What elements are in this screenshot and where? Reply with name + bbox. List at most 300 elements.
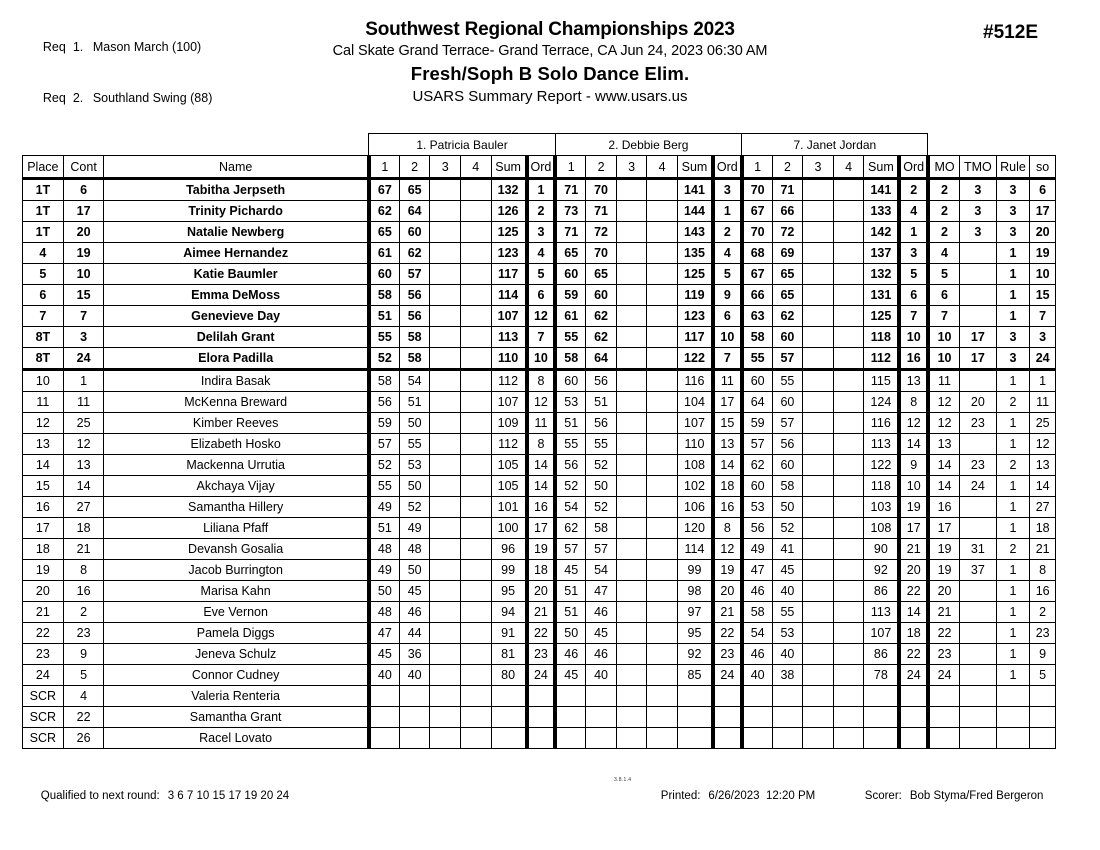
col-header-judge2-dance3: 3 <box>616 156 647 179</box>
cell-name: Genevieve Day <box>104 306 369 327</box>
cell-judge3-sum: 142 <box>864 222 900 243</box>
cell-judge2-dance4 <box>647 539 678 560</box>
col-header-judge2-dance4: 4 <box>647 156 678 179</box>
cell-judge1-ord: 11 <box>527 413 556 434</box>
cell-name: Delilah Grant <box>104 327 369 348</box>
cell-mo: 22 <box>928 623 960 644</box>
cell-judge1-dance3 <box>430 434 461 455</box>
cell-judge2-dance3 <box>616 686 647 707</box>
cell-rule <box>996 707 1030 728</box>
cell-judge1-ord: 16 <box>527 497 556 518</box>
cell-judge1-dance4 <box>460 455 491 476</box>
cell-judge1-dance4 <box>460 264 491 285</box>
cell-judge1-dance3 <box>430 686 461 707</box>
cell-judge2-dance3 <box>616 392 647 413</box>
cell-judge2-dance4 <box>647 644 678 665</box>
scorer-value: Bob Styma/Fred Bergeron <box>909 790 1044 802</box>
cell-so: 21 <box>1030 539 1056 560</box>
cell-judge2-ord: 15 <box>713 413 742 434</box>
cell-rule: 1 <box>996 306 1030 327</box>
cell-place: SCR <box>23 728 64 749</box>
cell-cont: 12 <box>63 434 104 455</box>
column-header-row <box>23 156 1056 179</box>
cell-judge3-sum: 108 <box>864 518 900 539</box>
cell-judge3-dance3 <box>803 285 834 306</box>
cell-judge2-ord: 10 <box>713 327 742 348</box>
cell-judge2-dance4 <box>647 518 678 539</box>
cell-judge2-dance1: 46 <box>555 644 586 665</box>
cell-so: 19 <box>1030 243 1056 264</box>
cell-judge3-dance2: 60 <box>772 392 803 413</box>
cell-judge3-sum: 131 <box>864 285 900 306</box>
cell-judge1-dance4 <box>460 392 491 413</box>
col-header-judge3-ord: Ord <box>899 156 928 179</box>
cell-judge3-dance2: 56 <box>772 434 803 455</box>
cell-place: 8T <box>23 348 64 370</box>
cell-judge2-ord: 19 <box>713 560 742 581</box>
cell-tmo <box>960 370 997 392</box>
cell-judge1-dance4 <box>460 581 491 602</box>
cell-judge1-sum <box>491 728 527 749</box>
cell-so <box>1030 728 1056 749</box>
cell-rule <box>996 728 1030 749</box>
cell-judge2-dance4 <box>647 602 678 623</box>
cell-judge2-sum: 85 <box>677 665 713 686</box>
cell-tmo <box>960 665 997 686</box>
table-row <box>23 707 1056 728</box>
cell-place: 15 <box>23 476 64 497</box>
cell-judge3-dance4 <box>833 348 864 370</box>
cell-so: 9 <box>1030 644 1056 665</box>
cell-judge1-sum <box>491 707 527 728</box>
cell-judge1-dance3 <box>430 665 461 686</box>
cell-judge2-dance3 <box>616 306 647 327</box>
cell-judge1-dance3 <box>430 201 461 222</box>
cell-judge1-dance4 <box>460 434 491 455</box>
cell-judge2-dance1: 71 <box>555 222 586 243</box>
cell-tmo: 23 <box>960 413 997 434</box>
division-title: Fresh/Soph B Solo Dance Elim. <box>410 63 690 84</box>
cell-name: Trinity Pichardo <box>104 201 369 222</box>
cell-judge1-dance2: 64 <box>399 201 430 222</box>
cell-judge2-dance2: 58 <box>586 518 617 539</box>
table-row <box>23 348 1056 370</box>
cell-judge1-dance1: 50 <box>369 581 400 602</box>
cell-name: Racel Lovato <box>104 728 369 749</box>
cell-judge1-ord: 8 <box>527 434 556 455</box>
cell-cont: 17 <box>63 201 104 222</box>
cell-judge2-dance2: 72 <box>586 222 617 243</box>
cell-judge1-sum <box>491 686 527 707</box>
cell-judge3-dance3 <box>803 686 834 707</box>
cell-cont: 15 <box>63 285 104 306</box>
cell-judge3-sum: 92 <box>864 560 900 581</box>
cell-judge1-dance1: 51 <box>369 306 400 327</box>
cell-judge3-dance2: 50 <box>772 497 803 518</box>
cell-judge1-dance2: 36 <box>399 644 430 665</box>
cell-name: McKenna Breward <box>104 392 369 413</box>
cell-mo: 17 <box>928 518 960 539</box>
cell-judge3-sum: 115 <box>864 370 900 392</box>
event-title: Southwest Regional Championships 2023 <box>365 19 735 40</box>
cell-judge2-dance4 <box>647 243 678 264</box>
cell-judge3-ord: 10 <box>899 476 928 497</box>
cell-judge3-dance3 <box>803 518 834 539</box>
table-row <box>23 327 1056 348</box>
cell-place: 19 <box>23 560 64 581</box>
cell-judge2-ord <box>713 728 742 749</box>
cell-mo: 10 <box>928 348 960 370</box>
cell-judge1-dance2: 52 <box>399 497 430 518</box>
cell-judge1-dance2: 44 <box>399 623 430 644</box>
scorer-line <box>852 778 1043 814</box>
cell-judge2-dance1 <box>555 707 586 728</box>
cell-judge3-dance2: 69 <box>772 243 803 264</box>
cell-judge2-dance2: 51 <box>586 392 617 413</box>
cell-judge1-ord: 23 <box>527 644 556 665</box>
col-header-judge1-dance2: 2 <box>399 156 430 179</box>
cell-judge2-dance1: 50 <box>555 623 586 644</box>
col-header-mo: MO <box>928 156 960 179</box>
cell-judge3-dance2: 45 <box>772 560 803 581</box>
cell-judge2-dance1: 61 <box>555 306 586 327</box>
cell-mo <box>928 707 960 728</box>
cell-judge2-dance1: 45 <box>555 560 586 581</box>
cell-mo: 10 <box>928 327 960 348</box>
cell-judge3-dance1: 67 <box>742 201 773 222</box>
cell-judge3-ord: 12 <box>899 413 928 434</box>
cell-judge3-ord: 7 <box>899 306 928 327</box>
cell-judge3-dance1 <box>742 728 773 749</box>
cell-judge3-dance1 <box>742 707 773 728</box>
cell-judge1-dance1: 52 <box>369 348 400 370</box>
qualified-line <box>28 778 289 814</box>
cell-cont: 23 <box>63 623 104 644</box>
table-row <box>23 602 1056 623</box>
cell-name: Kimber Reeves <box>104 413 369 434</box>
cell-cont: 1 <box>63 370 104 392</box>
cell-mo: 13 <box>928 434 960 455</box>
cell-judge1-dance2: 65 <box>399 179 430 201</box>
cell-judge2-dance3 <box>616 728 647 749</box>
cell-place: 1T <box>23 201 64 222</box>
cell-judge1-dance2 <box>399 707 430 728</box>
cell-judge3-ord: 22 <box>899 581 928 602</box>
cell-rule: 1 <box>996 413 1030 434</box>
cell-so: 17 <box>1030 201 1056 222</box>
cell-judge1-dance2: 57 <box>399 264 430 285</box>
cell-place: 13 <box>23 434 64 455</box>
cell-judge1-dance1: 48 <box>369 602 400 623</box>
col-header-judge1-sum: Sum <box>491 156 527 179</box>
cell-judge1-ord <box>527 707 556 728</box>
cell-judge3-dance4 <box>833 392 864 413</box>
cell-name: Connor Cudney <box>104 665 369 686</box>
cell-tmo <box>960 707 997 728</box>
cell-rule: 1 <box>996 285 1030 306</box>
cell-judge3-dance2: 58 <box>772 476 803 497</box>
cell-tmo: 17 <box>960 348 997 370</box>
cell-judge2-ord: 13 <box>713 434 742 455</box>
cell-judge1-ord: 21 <box>527 602 556 623</box>
cell-judge2-dance2: 52 <box>586 455 617 476</box>
cell-place: 20 <box>23 581 64 602</box>
cell-cont: 19 <box>63 243 104 264</box>
cell-judge1-dance1 <box>369 707 400 728</box>
cell-tmo <box>960 306 997 327</box>
cell-judge1-ord: 19 <box>527 539 556 560</box>
cell-judge1-sum: 80 <box>491 665 527 686</box>
cell-judge3-dance2: 40 <box>772 581 803 602</box>
cell-judge2-dance2: 55 <box>586 434 617 455</box>
cell-judge3-sum: 118 <box>864 327 900 348</box>
cell-judge1-ord: 7 <box>527 327 556 348</box>
cell-judge2-dance2: 56 <box>586 370 617 392</box>
cell-judge3-sum: 137 <box>864 243 900 264</box>
cell-judge1-dance2: 46 <box>399 602 430 623</box>
cell-judge1-dance4 <box>460 179 491 201</box>
cell-so: 3 <box>1030 327 1056 348</box>
cell-judge2-sum <box>677 686 713 707</box>
cell-tmo: 23 <box>960 455 997 476</box>
cell-mo <box>928 728 960 749</box>
cell-judge3-dance3 <box>803 392 834 413</box>
cell-so: 15 <box>1030 285 1056 306</box>
cell-judge1-dance4 <box>460 707 491 728</box>
cell-judge1-dance3 <box>430 728 461 749</box>
cell-judge2-dance3 <box>616 665 647 686</box>
cell-judge1-dance3 <box>430 370 461 392</box>
cell-judge3-dance4 <box>833 497 864 518</box>
cell-judge2-dance2: 60 <box>586 285 617 306</box>
cell-name: Liliana Pfaff <box>104 518 369 539</box>
cell-judge1-dance2 <box>399 728 430 749</box>
cell-rule: 1 <box>996 602 1030 623</box>
cell-mo: 4 <box>928 243 960 264</box>
cell-judge2-dance2: 70 <box>586 179 617 201</box>
cell-judge3-sum <box>864 707 900 728</box>
cell-judge2-dance4 <box>647 348 678 370</box>
cell-judge2-ord: 3 <box>713 179 742 201</box>
cell-rule: 1 <box>996 434 1030 455</box>
cell-judge3-dance2: 71 <box>772 179 803 201</box>
table-row <box>23 201 1056 222</box>
cell-rule: 3 <box>996 222 1030 243</box>
cell-judge2-dance3 <box>616 201 647 222</box>
cell-judge1-sum: 113 <box>491 327 527 348</box>
cell-judge2-ord: 14 <box>713 455 742 476</box>
cell-cont: 3 <box>63 327 104 348</box>
cell-judge1-dance1: 62 <box>369 201 400 222</box>
cell-judge1-sum: 132 <box>491 179 527 201</box>
cell-tmo <box>960 434 997 455</box>
cell-name: Eve Vernon <box>104 602 369 623</box>
cell-cont: 20 <box>63 222 104 243</box>
cell-judge2-ord: 12 <box>713 539 742 560</box>
cell-rule: 1 <box>996 497 1030 518</box>
cell-judge2-dance1: 60 <box>555 264 586 285</box>
cell-judge3-ord: 2 <box>899 179 928 201</box>
cell-judge1-dance2 <box>399 686 430 707</box>
cell-judge2-dance4 <box>647 285 678 306</box>
cell-judge1-dance1: 49 <box>369 560 400 581</box>
cell-judge1-dance4 <box>460 327 491 348</box>
cell-judge1-sum: 101 <box>491 497 527 518</box>
cell-judge1-dance2: 58 <box>399 327 430 348</box>
cell-rule: 1 <box>996 665 1030 686</box>
col-header-judge3-sum: Sum <box>864 156 900 179</box>
cell-rule: 1 <box>996 370 1030 392</box>
cell-judge2-sum: 135 <box>677 243 713 264</box>
cell-judge2-ord: 21 <box>713 602 742 623</box>
cell-judge1-dance2: 50 <box>399 560 430 581</box>
cell-tmo: 3 <box>960 179 997 201</box>
col-header-judge2-sum: Sum <box>677 156 713 179</box>
cell-judge3-sum: 116 <box>864 413 900 434</box>
cell-judge2-sum: 125 <box>677 264 713 285</box>
cell-rule: 3 <box>996 327 1030 348</box>
cell-judge2-dance2: 52 <box>586 497 617 518</box>
cell-judge1-dance3 <box>430 644 461 665</box>
cell-judge1-dance3 <box>430 560 461 581</box>
results-sheet <box>22 133 1056 749</box>
cell-rule: 1 <box>996 623 1030 644</box>
cell-judge1-dance1: 47 <box>369 623 400 644</box>
cell-judge3-dance3 <box>803 264 834 285</box>
cell-judge3-dance4 <box>833 665 864 686</box>
cell-judge1-dance2: 40 <box>399 665 430 686</box>
cell-judge1-dance2: 54 <box>399 370 430 392</box>
cell-cont: 14 <box>63 476 104 497</box>
cell-judge3-dance1: 70 <box>742 222 773 243</box>
cell-judge3-dance1: 68 <box>742 243 773 264</box>
cell-judge2-dance3 <box>616 602 647 623</box>
cell-judge3-dance4 <box>833 306 864 327</box>
cell-judge2-dance2: 57 <box>586 539 617 560</box>
cell-name: Samantha Grant <box>104 707 369 728</box>
cell-judge3-dance3 <box>803 243 834 264</box>
cell-place: 10 <box>23 370 64 392</box>
table-row <box>23 243 1056 264</box>
cell-judge3-sum: 113 <box>864 602 900 623</box>
cell-rule: 3 <box>996 348 1030 370</box>
cell-judge1-dance1: 65 <box>369 222 400 243</box>
cell-mo: 2 <box>928 201 960 222</box>
cell-judge3-dance1: 56 <box>742 518 773 539</box>
cell-judge1-dance2: 60 <box>399 222 430 243</box>
cell-judge3-ord: 10 <box>899 327 928 348</box>
cell-judge2-dance4 <box>647 370 678 392</box>
cell-judge3-dance1: 67 <box>742 264 773 285</box>
cell-judge3-dance4 <box>833 602 864 623</box>
cell-so: 24 <box>1030 348 1056 370</box>
cell-judge3-dance3 <box>803 602 834 623</box>
cell-judge3-dance2: 38 <box>772 665 803 686</box>
cell-place: 17 <box>23 518 64 539</box>
cell-judge2-dance2: 65 <box>586 264 617 285</box>
cell-rule: 1 <box>996 264 1030 285</box>
cell-judge2-sum: 144 <box>677 201 713 222</box>
cell-judge1-sum: 95 <box>491 581 527 602</box>
cell-cont: 27 <box>63 497 104 518</box>
cell-judge1-dance1: 59 <box>369 413 400 434</box>
cell-judge3-dance3 <box>803 665 834 686</box>
cell-judge2-dance1: 73 <box>555 201 586 222</box>
cell-name: Jacob Burrington <box>104 560 369 581</box>
col-header-judge2-dance1: 1 <box>555 156 586 179</box>
cell-judge3-dance1: 49 <box>742 539 773 560</box>
printed-line <box>648 778 815 814</box>
cell-judge2-dance1: 54 <box>555 497 586 518</box>
cell-judge2-dance3 <box>616 539 647 560</box>
cell-judge2-dance2 <box>586 707 617 728</box>
cell-tmo <box>960 497 997 518</box>
cell-judge3-dance4 <box>833 686 864 707</box>
cell-judge3-sum: 118 <box>864 476 900 497</box>
cell-judge2-ord <box>713 686 742 707</box>
table-row <box>23 623 1056 644</box>
cell-place: 5 <box>23 264 64 285</box>
cell-judge1-dance4 <box>460 370 491 392</box>
cell-tmo <box>960 518 997 539</box>
cell-judge3-sum: 122 <box>864 455 900 476</box>
cell-mo: 2 <box>928 179 960 201</box>
requirement-text: Mason March (100) <box>92 40 202 54</box>
cell-judge3-dance2: 41 <box>772 539 803 560</box>
cell-judge3-dance4 <box>833 243 864 264</box>
table-row <box>23 560 1056 581</box>
cell-judge3-dance4 <box>833 476 864 497</box>
cell-judge3-dance2: 57 <box>772 348 803 370</box>
cell-judge3-dance3 <box>803 644 834 665</box>
cell-rule: 1 <box>996 518 1030 539</box>
cell-so <box>1030 707 1056 728</box>
cell-judge3-ord: 5 <box>899 264 928 285</box>
cell-judge3-dance3 <box>803 476 834 497</box>
cell-judge2-dance2: 40 <box>586 665 617 686</box>
cell-judge1-sum: 107 <box>491 306 527 327</box>
cell-tmo: 37 <box>960 560 997 581</box>
cell-mo: 2 <box>928 222 960 243</box>
cell-judge2-sum: 97 <box>677 602 713 623</box>
cell-cont: 22 <box>63 707 104 728</box>
cell-judge3-dance2: 62 <box>772 306 803 327</box>
cell-name: Indira Basak <box>104 370 369 392</box>
cell-judge2-sum: 143 <box>677 222 713 243</box>
cell-judge3-dance3 <box>803 306 834 327</box>
cell-judge2-dance3 <box>616 623 647 644</box>
cell-judge1-dance2: 45 <box>399 581 430 602</box>
cell-judge2-sum: 122 <box>677 348 713 370</box>
cell-judge1-dance3 <box>430 243 461 264</box>
cell-judge1-ord: 14 <box>527 476 556 497</box>
cell-judge2-sum: 99 <box>677 560 713 581</box>
table-row <box>23 370 1056 392</box>
col-header-judge3-dance2: 2 <box>772 156 803 179</box>
cell-judge1-sum: 96 <box>491 539 527 560</box>
table-row <box>23 285 1056 306</box>
requirement-label: Req <box>42 40 66 54</box>
cell-cont: 13 <box>63 455 104 476</box>
col-header-tmo: TMO <box>960 156 997 179</box>
cell-place: 1T <box>23 179 64 201</box>
table-row <box>23 497 1056 518</box>
cell-judge1-sum: 105 <box>491 455 527 476</box>
cell-judge1-sum: 123 <box>491 243 527 264</box>
results-table <box>22 133 1056 749</box>
cell-judge1-ord: 20 <box>527 581 556 602</box>
col-header-judge1-ord: Ord <box>527 156 556 179</box>
